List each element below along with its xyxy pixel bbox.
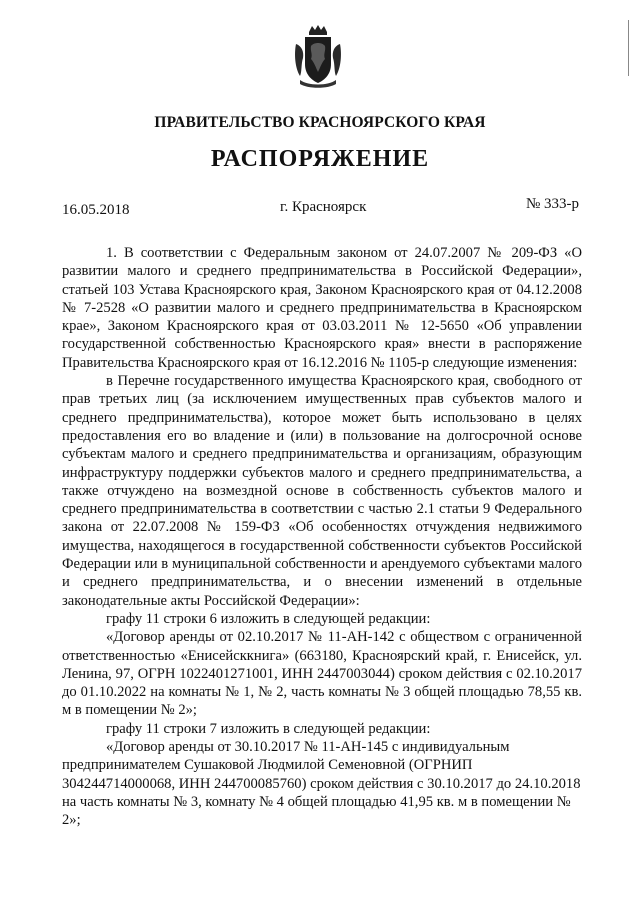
document-title: РАСПОРЯЖЕНИЕ <box>210 146 430 172</box>
document-body <box>62 244 582 830</box>
paragraph: 1. В соответствии с Федеральным законом от 24.07.2007 № 209-ФЗ «О развитии малого и среднего предпринимательства в Российской Федерации», статьей 103 Устава Красноярского края, Законом Красноярского края от 04.12.2008 № 7-2528 «О развитии малого и среднего предпринимательства в Красноярском крае», Законом Красноярского края от 03.03.2011 № 12-5650 «Об управлении государственной собственностью Красноярского края» внести в распоряжение Правительства Красноярского края от 16.12.2016 № 1105-р следующие изменения: <box>62 245 582 371</box>
paragraph: «Договор аренды от 02.10.2017 № 11-АН-142 с обществом с ограниченной ответственностью «Енисейсккнига» (663180, Красноярский край, г. Енисейск, ул. Ленина, 97, ОГРН 1022401271001, ИНН 2447003044) сроком действия с 02.10.2017 до 01.10.2022 на комнаты № 1, № 2, часть комнаты № 3 общей площадью 78,55 кв. м в помещении № 2»; <box>62 629 582 719</box>
government-name: ПРАВИТЕЛЬСТВО КРАСНОЯРСКОГО КРАЯ <box>154 114 486 131</box>
document-city: г. Красноярск <box>280 199 367 215</box>
paragraph: графу 11 строки 6 изложить в следующей редакции: <box>106 610 431 627</box>
document-number: № 333-р <box>526 196 580 212</box>
paragraph: графу 11 строки 7 изложить в следующей редакции: <box>106 720 431 737</box>
scan-edge-mark <box>628 20 633 76</box>
paragraph: «Договор аренды от 30.10.2017 № 11-АН-145 с индивидуальным предпринимателем Сушаковой Людмилой Семеновной (ОГРНИП 304244714000068, ИНН 244700085760) сроком действия с 30.10.2017 до 24.10.2018 на часть комнаты № 3, комнату № 4 общей площадью 41,95 кв. м в помещении № 2»; <box>62 739 581 829</box>
document-date: 16.05.2018 <box>62 202 130 218</box>
paragraph: в Перечне государственного имущества Красноярского края, свободного от прав третьих лиц (за исключением имущественных прав субъектов малого и среднего предпринимательства), которое может быть использовано в целях предоставления его во владение и (или) в пользование на долгосрочной основе субъектам малого и среднего предпринимательства и организациям, образующим инфраструктуру поддержки субъектов малого и среднего предпринимательства, а также отчуждено на возмездной основе в собственность субъектов малого и среднего предпринимательства в соответствии с частью 2.1 статьи 9 Федерального закона от 22.07.2008 № 159-ФЗ «Об особенностях отчуждения недвижимого имущества, находящегося в государственной собственности субъектов Российской Федерации или в муниципальной собственности и арендуемого субъектами малого и среднего предпринимательства, и о внесении изменений в отдельные законодательные акты Российской Федерации»: <box>62 373 582 609</box>
coat-of-arms-icon <box>292 24 344 90</box>
